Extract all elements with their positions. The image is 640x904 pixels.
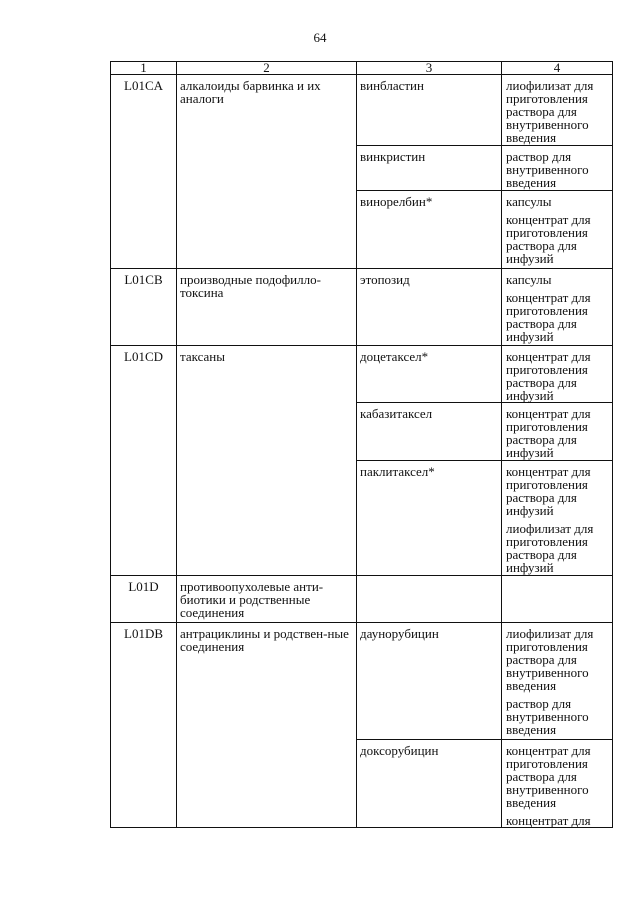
dosage-form: лиофилизат для приготовления раствора для внутривенного введения (506, 626, 594, 693)
atc-code: L01CB (111, 269, 177, 346)
dosage-form: раствор для внутривенного введения (506, 696, 589, 737)
column-header: 1 (111, 62, 177, 75)
drug-name: доцетаксел* (357, 346, 502, 403)
dosage-form: лиофилизат для приготовления раствора для инфузий (506, 521, 594, 575)
atc-code: L01CD (111, 346, 177, 576)
dosage-form: концентрат для приготовления раствора для инфузий (506, 406, 591, 460)
dosage-form: концентрат для приготовления раствора для инфузий (506, 464, 591, 518)
dosage-forms (502, 191, 613, 269)
group-name: производные подофилло-токсина (177, 269, 357, 346)
drug-name: винорелбин* (357, 191, 502, 269)
dosage-form: концентрат для приготовления раствора для инфузий (506, 290, 591, 344)
dosage-forms (502, 269, 613, 346)
table-row (111, 576, 613, 623)
dosage-form: капсулы (506, 272, 552, 287)
drug-name: кабазитаксел (357, 403, 502, 461)
dosage-forms (502, 740, 613, 828)
drug-name (357, 576, 502, 623)
group-name: антрациклины и родствен-ные соединения (177, 623, 357, 828)
drug-name: доксорубицин (357, 740, 502, 828)
dosage-forms (502, 461, 613, 576)
column-header: 4 (502, 62, 613, 75)
table-row (111, 75, 613, 146)
dosage-form: концентрат для приготовления раствора для инфузий (506, 212, 591, 266)
drug-name: этопозид (357, 269, 502, 346)
atc-code: L01DB (111, 623, 177, 828)
dosage-forms (502, 146, 613, 191)
column-header: 2 (177, 62, 357, 75)
dosage-form: концентрат для (506, 813, 591, 828)
dosage-form: концентрат для приготовления раствора для внутривенного введения (506, 743, 591, 810)
group-name: алкалоиды барвинка и их аналоги (177, 75, 357, 269)
page-number: 64 (313, 30, 327, 45)
dosage-form: раствор для внутривенного введения (506, 149, 589, 190)
table-row (111, 623, 613, 740)
dosage-forms (502, 623, 613, 740)
dosage-forms (502, 403, 613, 461)
drug-name: даунорубицин (357, 623, 502, 740)
header-row (111, 62, 613, 75)
group-name: таксаны (177, 346, 357, 576)
column-header: 3 (357, 62, 502, 75)
atc-code: L01D (111, 576, 177, 623)
atc-code: L01CA (111, 75, 177, 269)
drug-table (110, 61, 613, 828)
dosage-form: концентрат для приготовления раствора для инфузий (506, 349, 591, 403)
group-name: противоопухолевые анти-биотики и родственные соединения (177, 576, 357, 623)
table-row (111, 346, 613, 403)
drug-name: винкристин (357, 146, 502, 191)
dosage-form: лиофилизат для приготовления раствора для внутривенного введения (506, 78, 594, 145)
dosage-form: капсулы (506, 194, 552, 209)
drug-name: винбластин (357, 75, 502, 146)
dosage-forms (502, 75, 613, 146)
table-row (111, 269, 613, 346)
dosage-forms (502, 346, 613, 403)
drug-name: паклитаксел* (357, 461, 502, 576)
dosage-forms (502, 576, 613, 623)
